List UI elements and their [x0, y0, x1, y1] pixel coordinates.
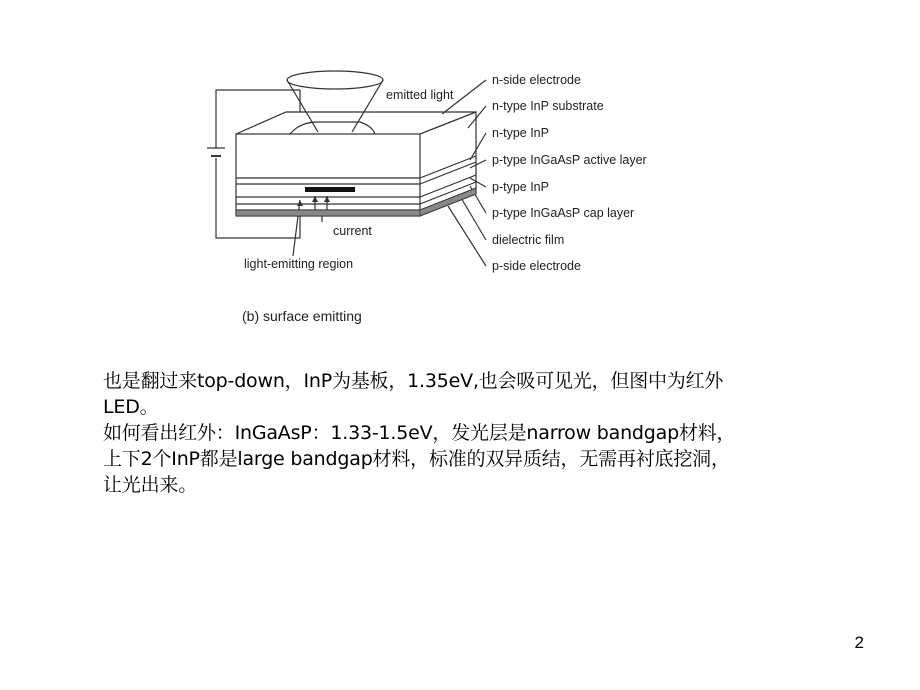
layer-label-dielectric-film: dielectric film [492, 233, 565, 247]
layer-label-active-layer: p-type InGaAsP active layer [492, 153, 647, 167]
layer-label-p-type-inp: p-type InP [492, 180, 549, 194]
top-surface [236, 112, 476, 134]
light-emitting-region [305, 187, 355, 192]
layer-label-cap-layer: p-type InGaAsP cap layer [492, 206, 635, 220]
page-number: 2 [854, 633, 864, 652]
light-cone-top [287, 71, 383, 89]
current-label: current [333, 224, 372, 238]
light-cone-sides [287, 80, 383, 132]
layer-label-n-type-inp-substrate: n-type InP substrate [492, 99, 604, 113]
light-emitting-region-label: light-emitting region [244, 257, 354, 271]
explanation-notes [103, 368, 863, 498]
note-line: 也是翻过来top-down，InP为基板，1.35eV,也会吸可见光，但图中为红外 [103, 370, 724, 392]
note-line: 上下2个InP都是large bandgap材料，标准的双异质结，无需再衬底挖洞， [103, 448, 730, 470]
diagram-caption: (b) surface emitting [242, 308, 362, 324]
layer-label-p-side-electrode: p-side electrode [492, 259, 581, 273]
note-line: LED。 [103, 396, 159, 418]
note-line: 让光出来。 [103, 474, 198, 496]
electrode-window [290, 122, 375, 134]
emitted-light-label: emitted light [386, 88, 454, 102]
layer-label-n-side-electrode: n-side electrode [492, 73, 581, 87]
note-line: 如何看出红外：InGaAsP：1.33-1.5eV，发光层是narrow bandgap材料， [103, 422, 736, 444]
layer-label-n-type-inp: n-type InP [492, 126, 549, 140]
